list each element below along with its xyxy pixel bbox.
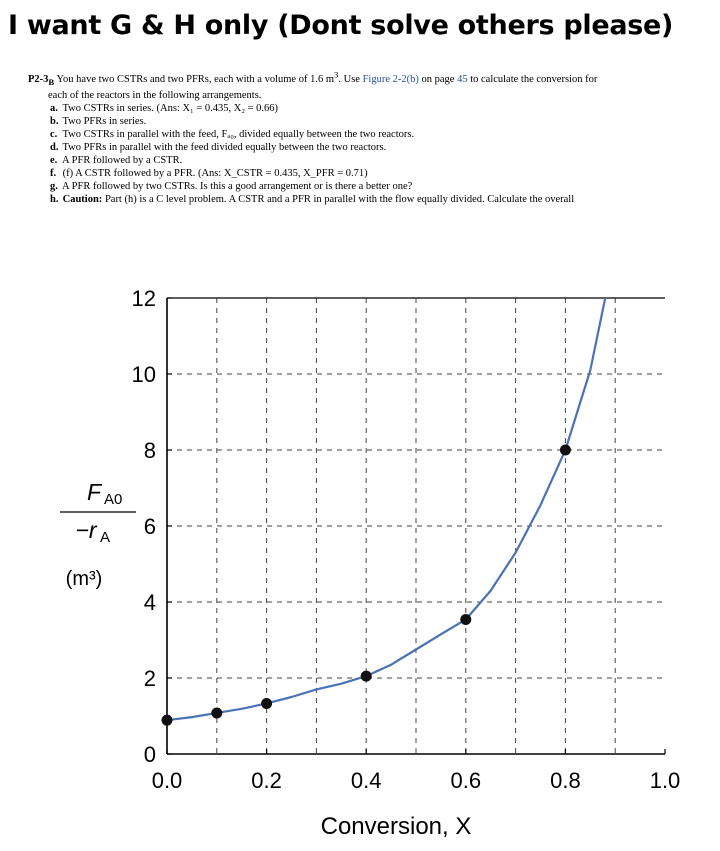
item-b: b. Two PFRs in series. <box>50 115 147 127</box>
y-label-numerator: F <box>86 479 102 505</box>
item-d: d. Two PFRs in parallel with the feed divided equally between the two reactors. <box>50 141 387 153</box>
item-f: f. (f) A CSTR followed by a PFR. (Ans: X_CSTR = 0.435, X_PFR = 0.71) <box>50 167 368 179</box>
headline: I want G & H only (Dont solve others please) <box>8 10 674 41</box>
x-tick-label: 0.0 <box>151 768 183 793</box>
problem-statement <box>28 68 700 206</box>
data-point <box>460 614 471 625</box>
page-link[interactable]: 45 <box>457 73 468 85</box>
x-tick-label: 0.6 <box>450 768 482 793</box>
data-points <box>162 445 571 726</box>
problem-number: $P2-3_B$ <box>28 73 55 87</box>
y-tick-label: 4 <box>143 590 156 615</box>
x-tick-label: 0.8 <box>550 768 581 793</box>
item-a: a. Two CSTRs in series. (Ans: X₁ = 0.435, X₂ = 0.66) <box>50 102 279 114</box>
item-c: c. Two CSTRs in parallel with the feed, Fₐ₀, divided equally between the two reactors. <box>50 128 415 140</box>
fitted-curve-line <box>167 298 605 720</box>
data-point <box>261 698 272 709</box>
y-tick-label: 8 <box>143 438 156 463</box>
y-tick-label: 12 <box>131 290 156 311</box>
y-tick-label: 0 <box>143 742 156 767</box>
data-point <box>211 707 222 718</box>
item-e: e. A PFR followed by a CSTR. <box>50 154 183 166</box>
y-label-denominator: −r <box>75 517 97 543</box>
figure-link[interactable]: Figure 2-2(b) <box>362 73 419 85</box>
y-tick-label: 6 <box>143 514 156 539</box>
problem-intro <box>28 68 700 89</box>
y-label-denominator-sub: A <box>100 529 111 546</box>
x-axis-label: Conversion, X <box>320 813 472 840</box>
conversion-chart <box>0 290 720 851</box>
y-label-units: (m³) <box>65 568 103 590</box>
item-h: h. Caution: Part (h) is a C level problem. A CSTR and a PFR in parallel with the flow equally divided. Calculate the overall <box>50 193 575 205</box>
intro-line-2: each of the reactors in the following arrangements. <box>48 89 262 101</box>
y-tick-label: 2 <box>143 666 156 691</box>
item-g: g. A PFR followed by two CSTRs. Is this a good arrangement or is there a better one? <box>50 180 413 192</box>
x-tick-label: 0.2 <box>251 768 282 793</box>
x-tick-label: 0.4 <box>350 768 382 793</box>
y-label-numerator-sub: A0 <box>104 491 123 508</box>
y-tick-label: 10 <box>131 362 156 387</box>
data-point <box>560 445 571 456</box>
data-point <box>361 671 372 682</box>
data-point <box>162 715 173 726</box>
intro-text: You have two CSTRs and two PFRs, each with a volume of 1.6 $m^3$. Use Figure 2-2(b) on page 45 to calculate the conversion for <box>56 69 598 85</box>
x-tick-label: 1.0 <box>649 768 681 793</box>
series <box>167 298 605 720</box>
